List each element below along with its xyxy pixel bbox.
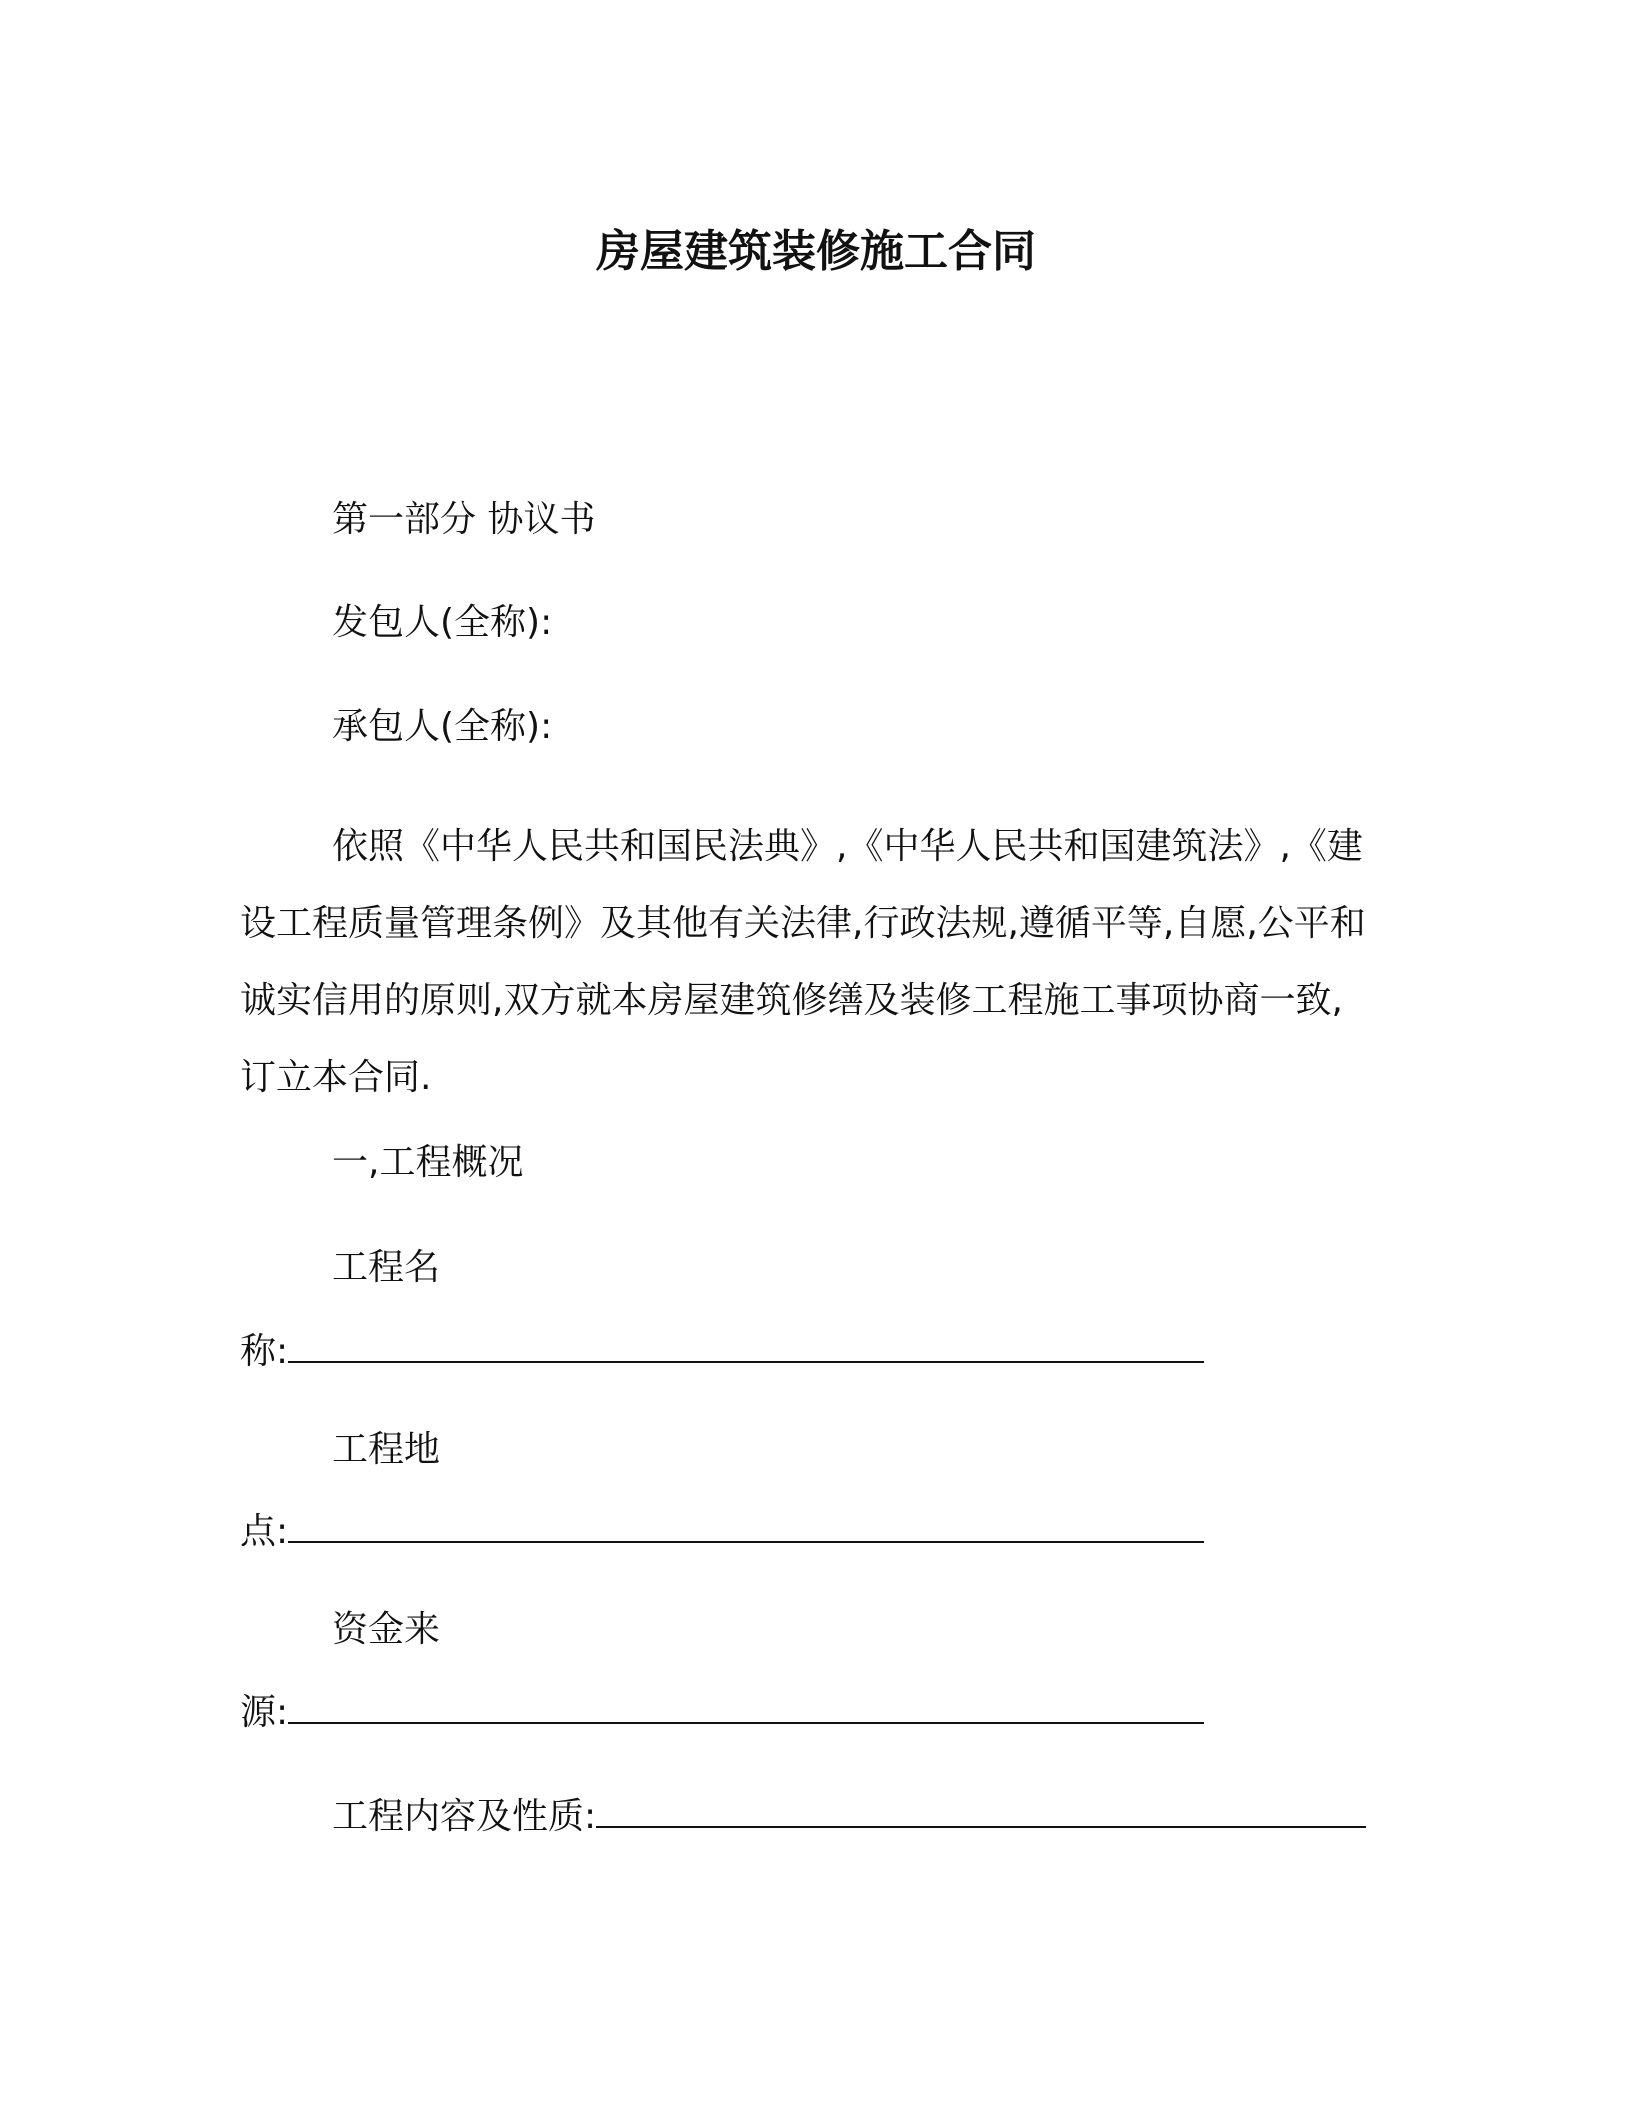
employer-label: 发包人(全称):	[332, 602, 553, 643]
project-location-label-part1: 工程地	[332, 1429, 441, 1470]
project-name-label-part1: 工程名	[332, 1247, 441, 1288]
contractor-label: 承包人(全称):	[332, 706, 553, 747]
project-name-label-part2: 称:	[240, 1331, 289, 1372]
funding-source-blank	[288, 1686, 1204, 1724]
part-heading: 第一部分 协议书	[332, 499, 596, 540]
project-location-label-part2: 点:	[240, 1511, 289, 1552]
project-name-row	[240, 1325, 1204, 1377]
project-content-label: 工程内容及性质:	[332, 1796, 597, 1837]
document-title: 房屋建筑装修施工合同	[596, 226, 1036, 277]
project-content-blank	[596, 1790, 1366, 1828]
funding-source-label-part2: 源:	[240, 1692, 289, 1733]
funding-source-label-part1: 资金来	[332, 1609, 441, 1650]
section1-heading: 一,工程概况	[332, 1142, 524, 1183]
project-name-blank	[288, 1325, 1204, 1363]
project-content-row	[332, 1790, 1366, 1842]
project-location-blank	[288, 1505, 1204, 1543]
project-location-row	[240, 1505, 1204, 1557]
funding-source-row	[240, 1686, 1204, 1738]
preamble-paragraph: 依照《中华人民共和国民法典》,《中华人民共和国建筑法》,《建设工程质量管理条例》及其他有关法律,行政法规,遵循平等,自愿,公平和诚实信用的原则,双方就本房屋建筑修缮及装修工程施工事项协商一致,订立本合同.	[240, 826, 1366, 1098]
